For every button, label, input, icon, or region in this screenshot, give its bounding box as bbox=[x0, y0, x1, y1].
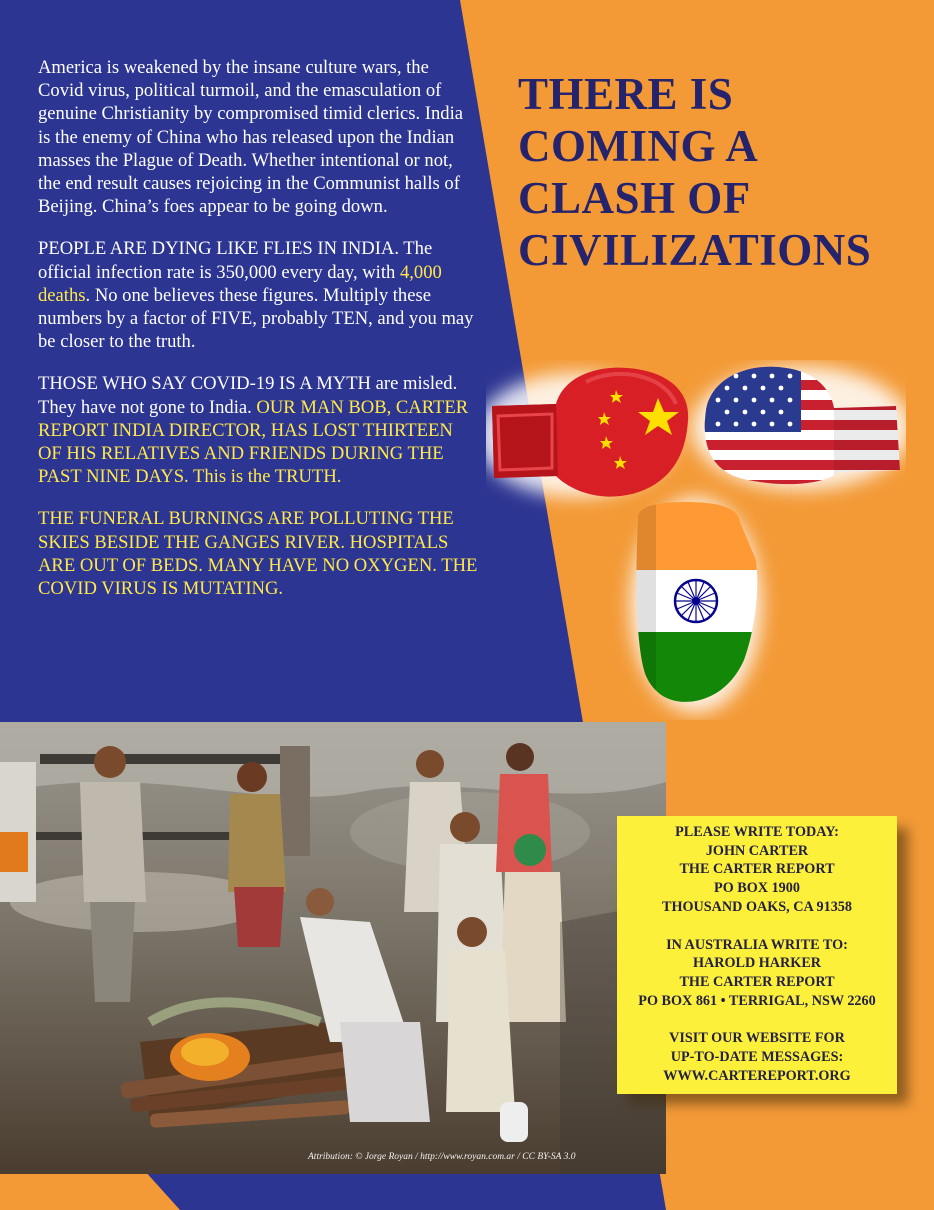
website-info bbox=[617, 1029, 897, 1085]
deaths-highlight: 4,000 deaths bbox=[38, 261, 442, 306]
headline bbox=[518, 68, 918, 276]
ashoka-chakra-icon bbox=[675, 580, 717, 622]
address-au-line: PO BOX 861 • TERRIGAL, NSW 2260 bbox=[638, 992, 876, 1009]
photo-attribution: Attribution: © Jorge Royan / http://www.royan.com.ar / CC BY-SA 3.0 bbox=[308, 1152, 576, 1162]
bob-highlight: OUR MAN BOB, CARTER REPORT INDIA DIRECTOR, HAS LOST THIRTEEN OF HIS RELATIVES AND FRIENDS DURING THE PAST NINE DAYS. This is the TRUTH. bbox=[38, 396, 469, 488]
address-us-line: THOUSAND OAKS, CA 91358 bbox=[662, 898, 852, 915]
paragraph-dying bbox=[38, 237, 478, 353]
website-url[interactable]: WWW.CARTEREPORT.ORG bbox=[663, 1067, 851, 1084]
address-us-line: JOHN CARTER bbox=[705, 842, 809, 859]
headline-line-4: CIVILIZATIONS bbox=[518, 225, 872, 275]
paragraph-funeral: THE FUNERAL BURNINGS ARE POLLUTING THE SKIES BESIDE THE GANGES RIVER. HOSPITALS ARE OUT OF BEDS. MANY HAVE NO OXYGEN. THE COVID VIRUS IS MUTATING. bbox=[38, 508, 478, 600]
article-text bbox=[38, 56, 478, 619]
address-us-line: PO BOX 1900 bbox=[714, 880, 800, 897]
address-australia bbox=[617, 936, 897, 1011]
boxing-gloves-illustration bbox=[486, 360, 906, 720]
paragraph-dying-rest: . No one believes these figures. Multiply these numbers by a factor of FIVE, probably TEN, and you may be closer to the truth. bbox=[38, 284, 474, 353]
cremation-photo bbox=[0, 722, 666, 1174]
paragraph-dying-lead: PEOPLE ARE DYING LIKE FLIES IN INDIA. The official infection rate is 350,000 every day, with bbox=[38, 238, 433, 283]
address-box bbox=[617, 816, 897, 1094]
website-line: VISIT OUR WEBSITE FOR bbox=[669, 1030, 845, 1047]
paragraph-myth-lead: THOSE WHO SAY COVID-19 IS A MYTH are misled. They have not gone to India. bbox=[38, 373, 458, 418]
address-au-line: HAROLD HARKER bbox=[692, 955, 822, 972]
address-au-line: THE CARTER REPORT bbox=[679, 973, 835, 990]
address-au-line: IN AUSTRALIA WRITE TO: bbox=[666, 936, 848, 953]
paragraph-myth bbox=[38, 372, 478, 488]
headline-line-3: CLASH OF bbox=[518, 173, 751, 223]
address-us-line: THE CARTER REPORT bbox=[679, 861, 835, 878]
website-line: UP-TO-DATE MESSAGES: bbox=[670, 1049, 844, 1066]
address-us bbox=[617, 823, 897, 917]
paragraph-culture-wars: America is weakened by the insane culture wars, the Covid virus, political turmoil, and the emasculation of genuine Christianity by compromised timid clerics. India is the enemy of China who has released upon the Indian masses the Plague of Death. Whether intentional or not, the end result causes rejoicing in the Communist halls of Beijing. China’s foes appear to be going down. bbox=[38, 57, 463, 218]
headline-line-1: THERE IS bbox=[518, 69, 734, 119]
address-us-line: PLEASE WRITE TODAY: bbox=[675, 824, 839, 840]
usa-glove bbox=[686, 360, 906, 500]
headline-line-2: COMING A bbox=[518, 121, 759, 171]
